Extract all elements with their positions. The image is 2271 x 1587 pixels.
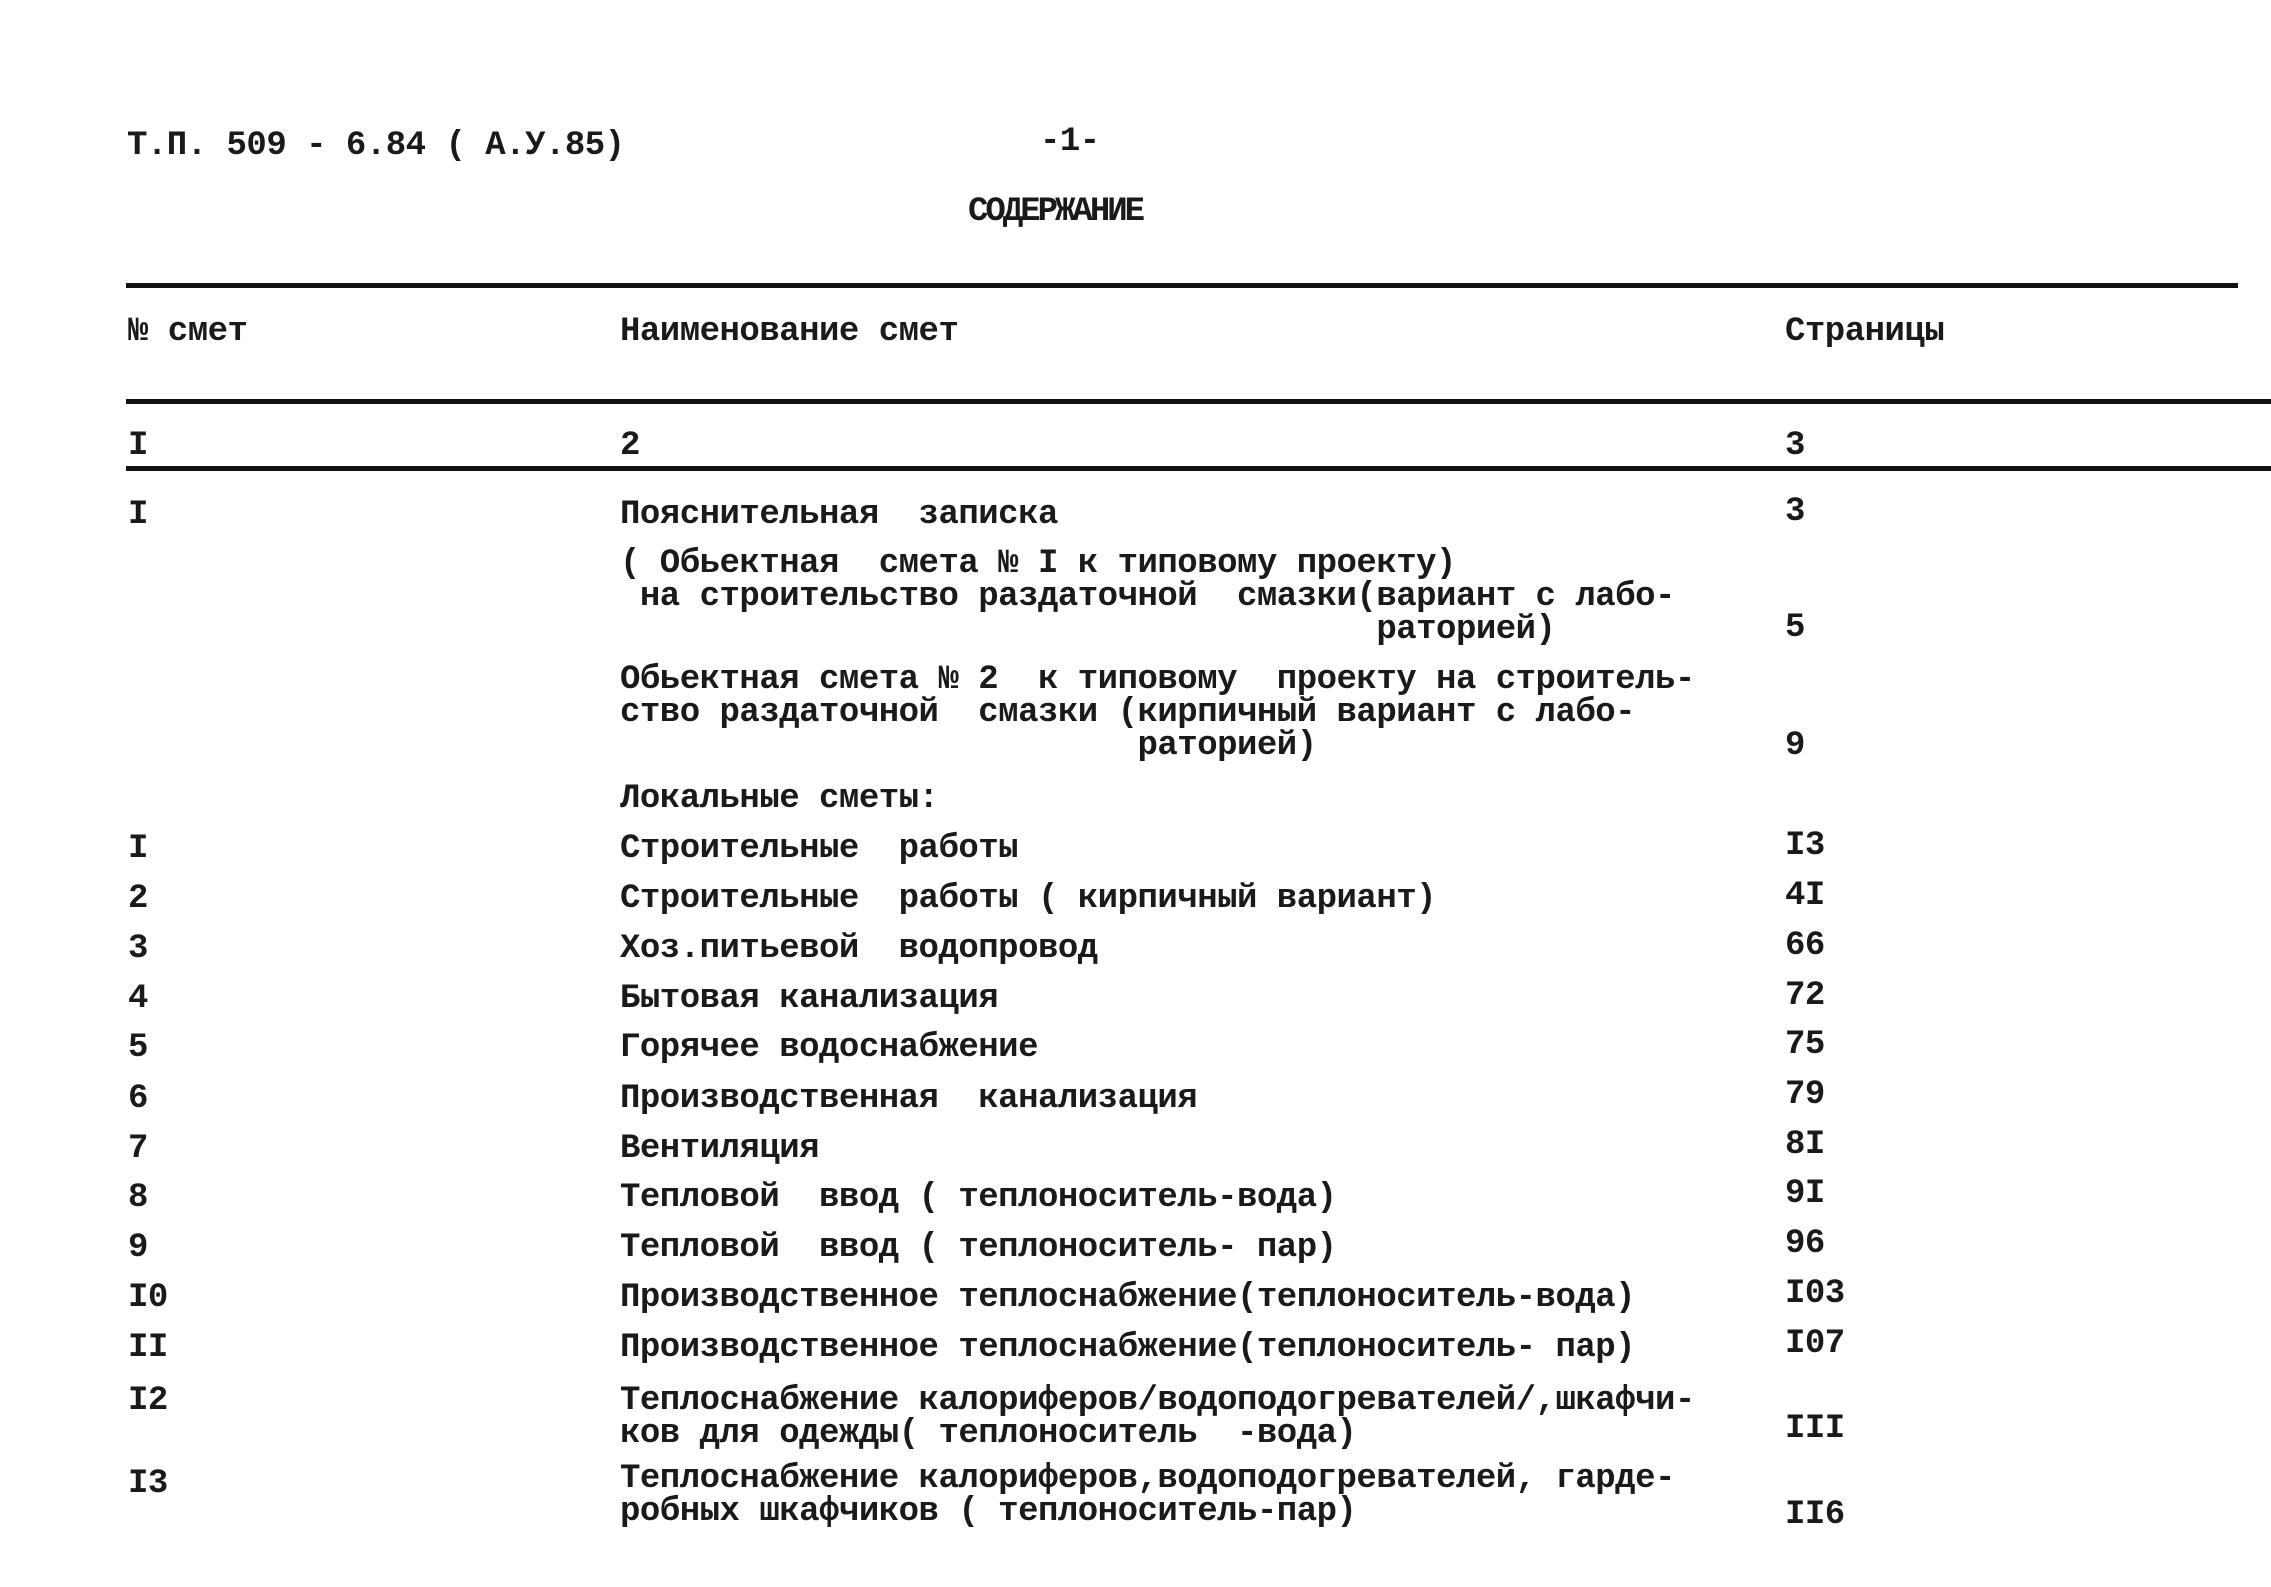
row-name: Теплоснабжение калориферов/водоподогревателей/,шкафчи- ков для одежды( теплоноситель -вода) [620, 1382, 1695, 1453]
row-number: 7 [128, 1130, 148, 1168]
column-number-1: I [128, 427, 148, 465]
row-page: III [1785, 1410, 1845, 1448]
row-number: 9 [128, 1229, 148, 1267]
row-page: 9 [1785, 727, 1805, 765]
column-number-2: 2 [620, 427, 640, 465]
row-name: Вентиляция [620, 1130, 820, 1168]
row-page: 4I [1785, 877, 1825, 915]
row-page: 79 [1785, 1076, 1825, 1114]
row-name: Строительные работы ( кирпичный вариант) [620, 880, 1437, 918]
column-numbers-rule [126, 466, 2271, 471]
row-name: Тепловой ввод ( теплоноситель- пар) [620, 1229, 1337, 1267]
row-page: II6 [1785, 1496, 1845, 1534]
row-name: Производственное теплоснабжение(теплоноситель- пар) [620, 1329, 1636, 1367]
row-name: Хоз.питьевой водопровод [620, 930, 1098, 968]
row-page: I03 [1785, 1275, 1845, 1313]
header-rule [126, 399, 2271, 404]
row-name: Пояснительная записка [620, 496, 1058, 534]
row-number: 8 [128, 1179, 148, 1217]
row-number: 3 [128, 930, 148, 968]
table-top-rule [126, 283, 2238, 288]
row-page: 5 [1785, 609, 1805, 647]
row-name: Теплоснабжение калориферов,водоподогревателей, гарде- робных шкафчиков ( теплоноситель-пар) [620, 1460, 1675, 1531]
row-name: ( Обьектная смета № I к типовому проекту) на строительство раздаточной смазки(вариант с лабо- раторией) [620, 545, 1675, 649]
row-name: Тепловой ввод ( теплоноситель-вода) [620, 1179, 1337, 1217]
row-number: 6 [128, 1080, 148, 1118]
row-page: I07 [1785, 1325, 1845, 1363]
row-number: 2 [128, 880, 148, 918]
column-header-name: Наименование смет [620, 313, 959, 351]
page-title: СОДЕРЖАНИЕ [968, 193, 1143, 231]
row-name: Бытовая канализация [620, 980, 999, 1018]
row-number: 5 [128, 1029, 148, 1067]
document-code: Т.П. 509 - 6.84 ( А.У.85) [127, 127, 625, 165]
row-number: 4 [128, 980, 148, 1018]
row-number: I0 [128, 1279, 168, 1317]
row-number: II [128, 1329, 168, 1367]
row-page: 75 [1785, 1026, 1825, 1064]
section-label: Локальные сметы: [620, 780, 939, 818]
row-number: I [128, 496, 148, 534]
row-name: Горячее водоснабжение [620, 1029, 1038, 1067]
row-page: 3 [1785, 493, 1805, 531]
column-number-3: 3 [1785, 427, 1805, 465]
row-name: Строительные работы [620, 830, 1019, 868]
row-page: 72 [1785, 977, 1825, 1015]
row-number: I3 [128, 1465, 168, 1503]
column-header-number: № смет [128, 313, 248, 351]
row-number: I2 [128, 1382, 168, 1420]
row-page: 9I [1785, 1175, 1825, 1213]
row-page: 66 [1785, 927, 1825, 965]
row-name: Производственная канализация [620, 1080, 1198, 1118]
row-page: 96 [1785, 1225, 1825, 1263]
row-page: 8I [1785, 1126, 1825, 1164]
row-name: Обьектная смета № 2 к типовому проекту на строитель- ство раздаточной смазки (кирпичный вариант с лабо- раторией) [620, 661, 1695, 765]
column-header-pages: Страницы [1785, 313, 1945, 351]
page-number: -1- [1040, 123, 1100, 161]
row-name: Производственное теплоснабжение(теплоноситель-вода) [620, 1279, 1636, 1317]
row-number: I [128, 830, 148, 868]
row-page: I3 [1785, 827, 1825, 865]
